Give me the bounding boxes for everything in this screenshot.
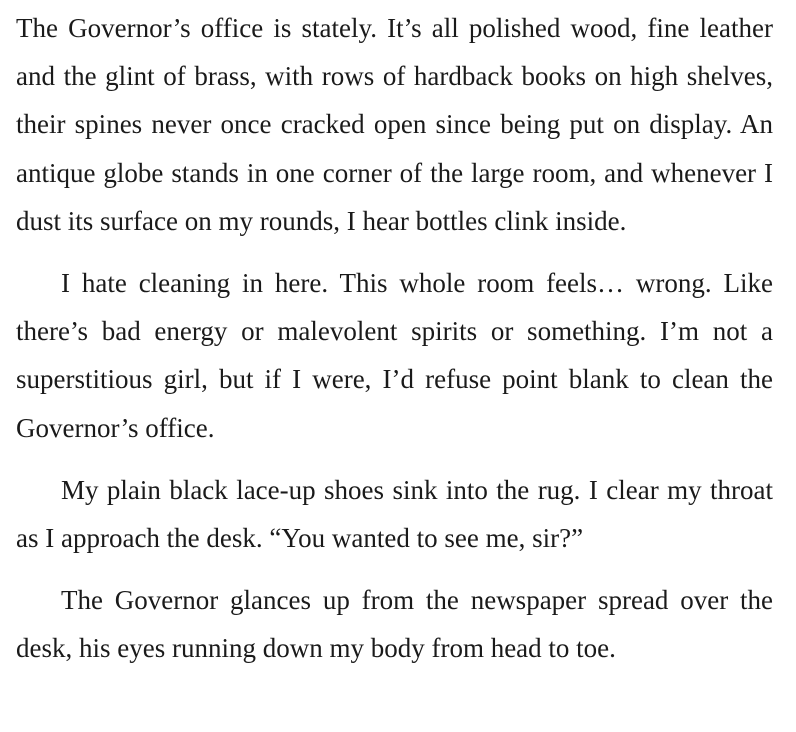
paragraph-4: The Governor glances up from the newspaper spread over the desk, his eyes running down my body from head to toe. xyxy=(16,585,773,664)
paragraph-3: My plain black lace-up shoes sink into the rug. I clear my throat as I approach the desk. “You wanted to see me, sir?” xyxy=(16,474,773,554)
paragraph-2: I hate cleaning in here. This whole room feels… wrong. Like there’s bad energy or malevolent spirits or something. I’m not a superstitious girl, but if I were, I’d refuse point blank to clean the Governor’s office. xyxy=(16,268,773,443)
paragraph-1: The Governor’s office is stately. It’s all polished wood, fine leather and the glint of brass, with rows of hardback books on high shelves, their spines never once cracked open since being put on display. An antique globe stands in one corner of the large room, and whenever I dust its surface on my rounds, I hear bottles clink inside. xyxy=(16,13,773,236)
document-page xyxy=(16,4,773,673)
